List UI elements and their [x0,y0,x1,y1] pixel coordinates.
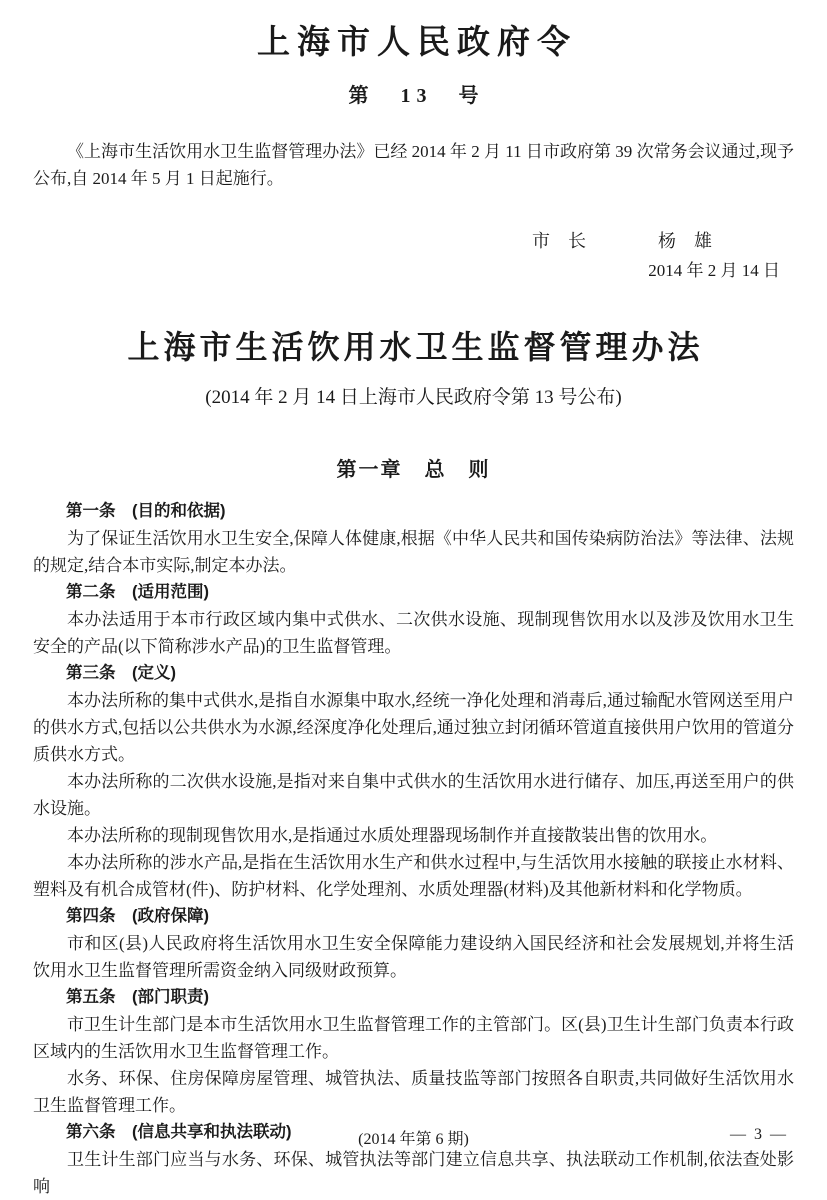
article-heading: 第四条 (政府保障) [66,907,209,925]
article-5 [33,984,794,1119]
article-heading: 第一条 (目的和依据) [66,502,226,520]
regulation-body [33,498,794,1200]
promulgation-paragraph: 《上海市生活饮用水卫生监督管理办法》已经 2014 年 2 月 11 日市政府第 39 次常务会议通过,现予公布,自 2014 年 5 月 1 日起施行。 [33,142,794,188]
signature-block [33,226,794,286]
article-paragraph: 市卫生计生部门是本市生活饮用水卫生监督管理工作的主管部门。区(县)卫生计生部门负责本行政区域内的生活饮用水卫生监督管理工作。 [33,1015,794,1061]
article-paragraph: 本办法所称的二次供水设施,是指对来自集中式供水的生活饮用水进行储存、加压,再送至用户的供水设施。 [33,772,794,818]
page-footer [33,1126,794,1150]
article-heading: 第二条 (适用范围) [66,583,209,601]
article-3 [33,660,794,903]
mayor-signature: 市 长 杨 雄 [532,231,712,251]
article-2 [33,579,794,660]
article-paragraph: 为了保证生活饮用水卫生安全,保障人体健康,根据《中华人民共和国传染病防治法》等法律、法规的规定,结合本市实际,制定本办法。 [33,529,794,575]
article-heading: 第三条 (定义) [66,664,176,682]
chapter-heading: 第一章 总 则 [336,459,491,481]
regulation-title: 上海市生活饮用水卫生监督管理办法 [127,329,704,365]
article-paragraph: 市和区(县)人民政府将生活饮用水卫生安全保障能力建设纳入国民经济和社会发展规划,并将生活饮用水卫生监督管理所需资金纳入同级财政预算。 [33,934,794,980]
article-paragraph: 本办法所称的涉水产品,是指在生活饮用水生产和供水过程中,与生活饮用水接触的联接止水材料、塑料及有机合成管材(件)、防护材料、化学处理剂、水质处理器(材料)及其他新材料和化学物质。 [33,853,794,899]
article-4 [33,903,794,984]
footer-issue-label: (2014 年第 6 期) [358,1131,469,1148]
gov-order-title: 上海市人民政府令 [257,23,577,60]
article-heading: 第六条 (信息共享和执法联动) [66,1123,292,1141]
article-paragraph: 水务、环保、住房保障房屋管理、城管执法、质量技监等部门按照各自职责,共同做好生活饮用水卫生监督管理工作。 [33,1069,794,1115]
article-paragraph: 本办法所称的现制现售饮用水,是指通过水质处理器现场制作并直接散装出售的饮用水。 [67,826,718,845]
article-paragraph: 卫生计生部门应当与水务、环保、城管执法等部门建立信息共享、执法联动工作机制,依法查处影响 [33,1150,794,1196]
article-paragraph: 本办法所称的集中式供水,是指自水源集中取水,经统一净化处理和消毒后,通过输配水管网送至用户的供水方式,包括以公共供水为水源,经深度净化处理后,通过独立封闭循环管道直接供用户饮用的管道分质供水方式。 [33,691,794,764]
footer-page-number: — 3 — [730,1126,788,1143]
gov-order-number: 第 13 号 [348,85,485,107]
article-1 [33,498,794,579]
regulation-subtitle: (2014 年 2 月 14 日上海市人民政府令第 13 号公布) [205,387,622,408]
article-heading: 第五条 (部门职责) [66,988,209,1006]
signature-date: 2014 年 2 月 14 日 [648,261,780,280]
article-paragraph: 本办法适用于本市行政区域内集中式供水、二次供水设施、现制现售饮用水以及涉及饮用水卫生安全的产品(以下简称涉水产品)的卫生监督管理。 [33,610,794,656]
